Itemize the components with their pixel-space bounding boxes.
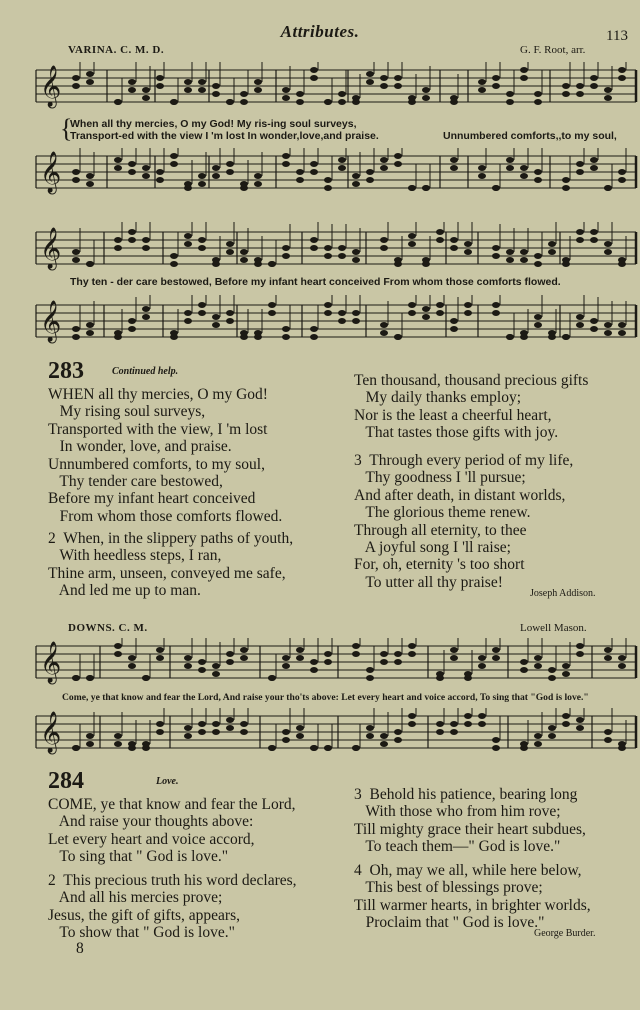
svg-text:𝄞: 𝄞 [40,228,62,269]
music-system-2-bass [0,295,640,353]
lyric-line-1a: When all thy mercies, O my God! My ris-ing soul surveys, [70,118,357,130]
music-system-2-treble [0,222,640,277]
hymn-number-283: 283 [48,358,84,384]
page-title: Attributes. [280,22,360,41]
hymn-subtitle-283: Continued help. [112,366,179,377]
verse-283-1: WHEN all thy mercies, O my God! My rising soul surveys, Transported with the view, I 'm lost In wonder, love, and praise. Unnumbered comforts, to my soul, Thy tender care bestowed, Before my infant heart conceived From whom those comforts flowed. [48,386,283,525]
verse-284-2: 2 This precious truth his word declares, And all his mercies prove; Jesus, the gift of gifts, appears, To show that " God is love." [48,872,297,942]
verse-283-3: 3 Through every period of my life, Thy goodness I 'll pursue; And after death, in distant worlds, The glorious theme renew. Through all eternity, to thee A joyful song I 'll raise; For, oh, eternity 's too short To utter all thy praise! [354,452,574,591]
staff-lines [36,646,636,678]
svg-text:𝄞: 𝄞 [40,642,62,683]
music-system-3-bass [0,708,640,762]
staff-lines [36,70,636,102]
svg-text:𝄞: 𝄞 [40,152,62,193]
svg-text:𝄞: 𝄞 [40,712,62,753]
staff-lines [36,716,636,748]
author-addison: Joseph Addison. [530,588,596,599]
svg-text:𝄞: 𝄞 [40,301,62,342]
staff-lines [36,305,636,337]
lyric-line-2: Thy ten - der care bestowed, Before my infant heart conceived From whom those comforts flowed. [70,276,561,288]
brace-left: { [60,114,73,143]
tune-name-downs: DOWNS. C. M. [68,622,148,634]
svg-text:𝄞: 𝄞 [40,66,62,107]
page-number: 113 [606,28,628,44]
signature-mark: 8 [76,940,84,957]
verse-283-2: 2 When, in the slippery paths of youth, With heedless steps, I ran, Thine arm, unseen, conveyed me safe, And led me up to man. [48,530,294,600]
hymn-number-284: 284 [48,768,84,794]
verse-284-3: 3 Behold his patience, bearing long With those who from him rove; Till mighty grace their heart subdues, To teach them—" God is love." [354,786,586,856]
music-system-1-treble [0,62,640,122]
verse-284-1: COME, ye that know and fear the Lord, And raise your thoughts above: Let every heart and voice accord, To sing that " God is love." [48,796,296,866]
note-heads [72,222,626,267]
note-heads [72,708,626,751]
music-system-3-treble [0,638,640,690]
lyric-line-3: Come, ye that know and fear the Lord, And raise your tho'ts above: Let every heart and voice accord, To sing that "God is love." [62,692,589,703]
note-heads [72,638,626,681]
tune-name-varina: VARINA. C. M. D. [68,44,165,56]
hymn-subtitle-284: Love. [156,776,179,787]
verse-284-4: 4 Oh, may we all, while here below, This best of blessings prove; Till warmer hearts, in brighter worlds, Proclaim that " God is love." [354,862,591,932]
note-heads [72,295,626,340]
music-system-1-bass [0,148,640,206]
verse-283-col2: Ten thousand, thousand precious gifts My daily thanks employ; Nor is the least a cheerful heart, That tastes those gifts with joy. [354,372,589,442]
composer-mason: Lowell Mason. [520,622,587,634]
composer-root: G. F. Root, arr. [520,44,586,56]
staff-lines [36,232,636,264]
staff-lines [36,156,636,188]
lyric-line-1c: Unnumbered comforts,,to my soul, [443,130,617,142]
lyric-line-1b: Transport-ed with the view I 'm lost In wonder,love,and praise. [70,130,379,142]
author-burder: George Burder. [534,928,596,939]
